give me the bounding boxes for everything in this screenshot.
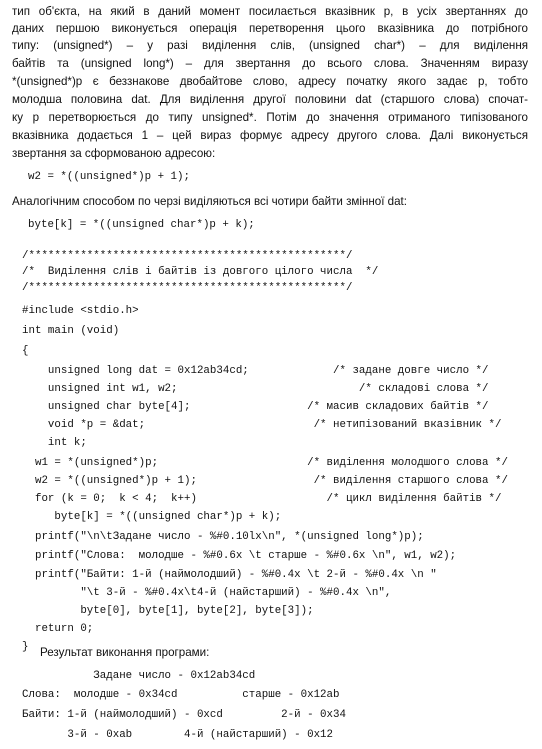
code-line: }: [22, 641, 29, 653]
text-line: вказівника додається 1 – цей вираз формує адресу другого слова. Далі виконується: [12, 129, 528, 142]
code-line: unsigned int w1, w2; /* складові слова */: [22, 383, 489, 395]
text-line: молодша половина dat. Для виділення другої половини dat (старшого слова) спочат-: [12, 93, 528, 106]
code-line: byte[k] = *((unsigned char*)p + k);: [22, 511, 282, 523]
text-line: ку p перетворюється до типу unsigned*. Потім до значення отриманого типізованого: [12, 111, 528, 124]
code-line: w1 = *(unsigned*)p; /* виділення молодшого слова */: [22, 457, 508, 469]
text-line: даних першою виконується операція перетворення цього вказівника до потрібного: [12, 22, 528, 35]
code-line: printf("Слова: молодше - %#0.6x \t старше - %#0.6x \n", w1, w2);: [22, 550, 457, 562]
code-line: unsigned long dat = 0x12ab34cd; /* задане довге число */: [22, 365, 489, 377]
code-line: void *p = &dat; /* нетипізований вказівник */: [22, 419, 502, 431]
code-line: /*************************************************/: [22, 282, 353, 294]
text-line: тип об'єкта, на який в даний момент посилається вказівник p, в усіх звертаннях до: [12, 5, 528, 18]
code-line: for (k = 0; k < 4; k++) /* цикл виділення байтів */: [22, 493, 502, 505]
code-expression-byte: byte[k] = *((unsigned char*)p + k);: [28, 219, 255, 231]
output-line: 3-й - 0xab 4-й (найстарший) - 0x12: [22, 729, 334, 741]
text-line: *(unsigned*)p є беззнакове двобайтове слово, адресу початку якого задає p, тобто: [12, 75, 528, 88]
code-line: int main (void): [22, 325, 120, 337]
code-line: {: [22, 345, 29, 357]
code-line: int k;: [22, 437, 87, 449]
text-line: типу: (unsigned*) – у разі виділення слів, (unsigned char*) – для виділення: [12, 39, 528, 52]
text-line: звертання за сформованою адресою:: [12, 147, 216, 160]
code-line: printf("Байти: 1-й (наймолодший) - %#0.4x \t 2-й - %#0.4x \n ": [22, 569, 437, 581]
output-line: Байти: 1-й (наймолодший) - 0xcd 2-й - 0x34: [22, 709, 346, 721]
output-line: Слова: молодше - 0x34cd старше - 0x12ab: [22, 689, 340, 701]
result-heading: Результат виконання програми:: [40, 646, 210, 659]
code-expression-w2: w2 = *((unsigned*)p + 1);: [28, 171, 190, 183]
code-line: return 0;: [22, 623, 94, 635]
code-line: unsigned char byte[4]; /* масив складових байтів */: [22, 401, 489, 413]
code-line: /* Виділення слів і байтів із довгого цілого числа */: [22, 266, 379, 278]
code-line: printf("\n\tЗадане число - %#0.10lx\n", *(unsigned long*)p);: [22, 531, 424, 543]
code-line: #include <stdio.h>: [22, 305, 139, 317]
text-line: байтів та (unsigned long*) – для звертання до всього слова. Значенням виразу: [12, 57, 528, 70]
output-line: Задане число - 0x12ab34cd: [22, 670, 256, 682]
code-line: w2 = *((unsigned*)p + 1); /* виділення старшого слова */: [22, 475, 508, 487]
code-line: "\t 3-й - %#0.4x\t4-й (найстарший) - %#0.4x \n",: [22, 587, 392, 599]
code-line: /*************************************************/: [22, 250, 353, 262]
paragraph-bytes: Аналогічним способом по черзі виділяються всі чотири байти змінної dat:: [12, 195, 407, 208]
code-line: byte[0], byte[1], byte[2], byte[3]);: [22, 605, 314, 617]
